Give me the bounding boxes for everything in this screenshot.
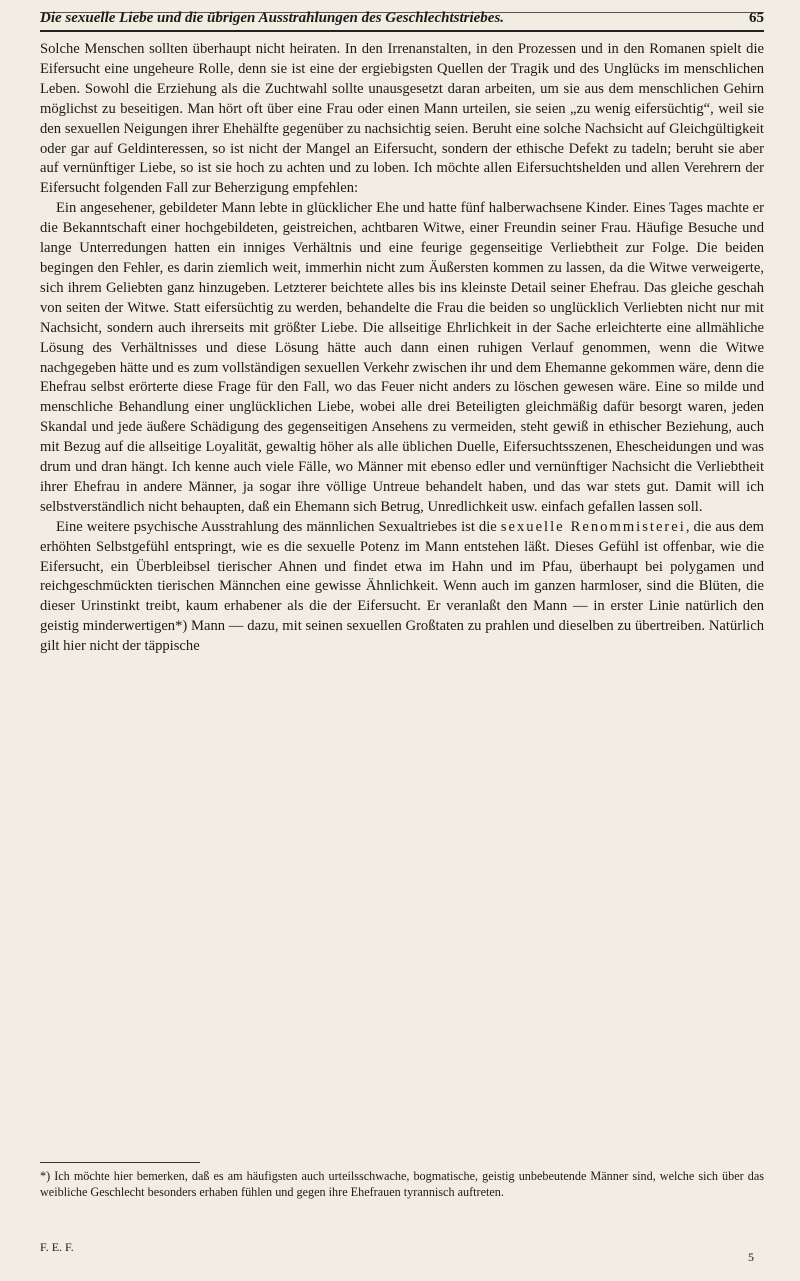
- book-page: [40, 0, 764, 1281]
- paragraph-2: Ein angesehener, gebildeter Mann lebte in glücklicher Ehe und hatte fünf halberwachsene Kinder. Eines Tages machte er die Bekanntschaft einer hochgebildeten, geistreichen, achtbaren Witwe, einer Freundin seiner Frau. Häufige Besuche und lange Unterredungen hatten ein inniges Verhältnis und eine feurige gegenseitige Verliebtheit zur Folge. Die beiden begingen den Fehler, es darin ziemlich weit, immerhin nicht zum Äußersten kommen zu lassen, da die Witwe verweigerte, sich ihrem Geliebten ganz hinzugeben. Letzterer beichtete alles bis ins kleinste Detail seiner Ehefrau. Das gleiche geschah von seiten der Witwe. Statt eifersüchtig zu werden, behandelte die Frau die beiden so unglücklich Verliebten nicht nur mit Nachsicht, sondern auch ihrerseits mit größter Liebe. Die allseitige Ehrlichkeit in der Sache erleichterte eine allmähliche Lösung des Verhältnisses und diese Lösung hätte auch dann einen ruhigen Verlauf genommen, wenn die Witwe nachgegeben hätte und es zum vollständigen sexuellen Verkehr zwischen ihr und dem Ehemanne gekommen wäre, denn die Ehefrau selbst erörterte diese Frage für den Fall, wo das Feuer nicht anders zu löschen gewesen wäre. Eine so milde und menschliche Behandlung einer unglücklichen Liebe, wobei alle drei Beteiligten gleichmäßig dafür besorgt waren, jeden Skandal und jede äußere Schädigung des gegenseitigen Ansehens zu vermeiden, steht gewiß in ethischer Beziehung, auch mit Bezug auf die allseitige Loyalität, gewaltig höher als alle üblichen Duelle, Eifersuchtsszenen, Ehescheidungen und was drum und dran hängt. Ich kenne auch viele Fälle, wo Männer mit ebenso edler und vernünftiger Nachsicht die Verliebtheit ihrer Ehefrau in andere Männer, ja sogar ihre völlige Untreue behandelt haben, und das war stets gut. Damit will ich selbstverständlich nicht behaupten, daß ein Ehemann sich Betrug, Unredlichkeit usw. einfach gefallen lassen soll.: [40, 200, 764, 515]
- paragraph-3-rest: , die aus dem erhöhten Selbstgefühl entspringt, wie es die sexuelle Potenz im Mann entstehen läßt. Dieses Gefühl ist offenbar, wie die Eifersucht, ein Überbleibsel tierischer Ahnen und findet etwa im Hahn und im Pfau, überhaupt bei polygamen und reichgeschmückten tierischen Männchen eine gewisse Ähnlichkeit. Wenn auch im ganzen harmloser, sind die Blüten, die dieser Urinstinkt treibt, kaum erhabener als die der Eifersucht. Er veranlaßt den Mann — in erster Linie natürlich den geistig minderwertigen*) Mann — dazu, mit seinen sexuellen Großtaten zu prahlen und dieselben zu übertreiben. Natürlich gilt hier nicht der täppische: [40, 518, 764, 655]
- running-title: Die sexuelle Liebe und die übrigen Ausstrahlungen des Geschlechtstriebes.: [40, 10, 505, 26]
- paragraph-3: [40, 518, 764, 657]
- footnote: *) Ich möchte hier bemerken, daß es am häufigsten auch urteilsschwache, bogmatische, geistig unbebeutende Männer sind, welche sich über das weibliche Geschlecht besonders erhaben fühlen und gegen ihre Ehefrauen tyrannisch auftreten.: [40, 1169, 764, 1199]
- header-rule: [40, 30, 764, 32]
- page-number: 65: [749, 10, 764, 26]
- body-text: [40, 40, 764, 657]
- footnote-rule: [40, 1162, 200, 1163]
- spaced-term: sexuelle Renommisterei: [500, 518, 686, 535]
- printer-signature: F. E. F.: [40, 1240, 74, 1254]
- paragraph-1: Solche Menschen sollten überhaupt nicht heiraten. In den Irrenanstalten, in den Prozessen und in den Romanen spielt die Eifersucht eine ungeheure Rolle, denn sie ist eine der ergiebigsten Quellen der Tragik und des Unglücks im menschlichen Leben. Sowohl die Erziehung als die Zuchtwahl sollte unausgesetzt daran arbeiten, um sie aus dem menschlichen Gehirn möglichst zu beseitigen. Man hört oft über eine Frau oder einen Mann urteilen, sie seien „zu wenig eifersüchtig“, weil sie den sexuellen Neigungen ihrer Ehehälfte gegenüber zu nachsichtig seien. Beruht eine solche Nachsicht auf Gleichgültigkeit oder gar auf Geldinteressen, so ist nicht der Mangel an Eifersucht, sondern der ethische Defekt zu tadeln; beruht sie aber auf vernünftiger Liebe, so ist sie hoch zu achten und zu loben. Ich möchte allen Eifersuchtshelden und allen Verehrern der Eifersucht folgenden Fall zur Beherzigung empfehlen:: [40, 41, 764, 197]
- sheet-number: 5: [748, 1250, 754, 1264]
- paragraph-3-start: Eine weitere psychische Ausstrahlung des männlichen Sexualtriebes ist die: [56, 518, 501, 535]
